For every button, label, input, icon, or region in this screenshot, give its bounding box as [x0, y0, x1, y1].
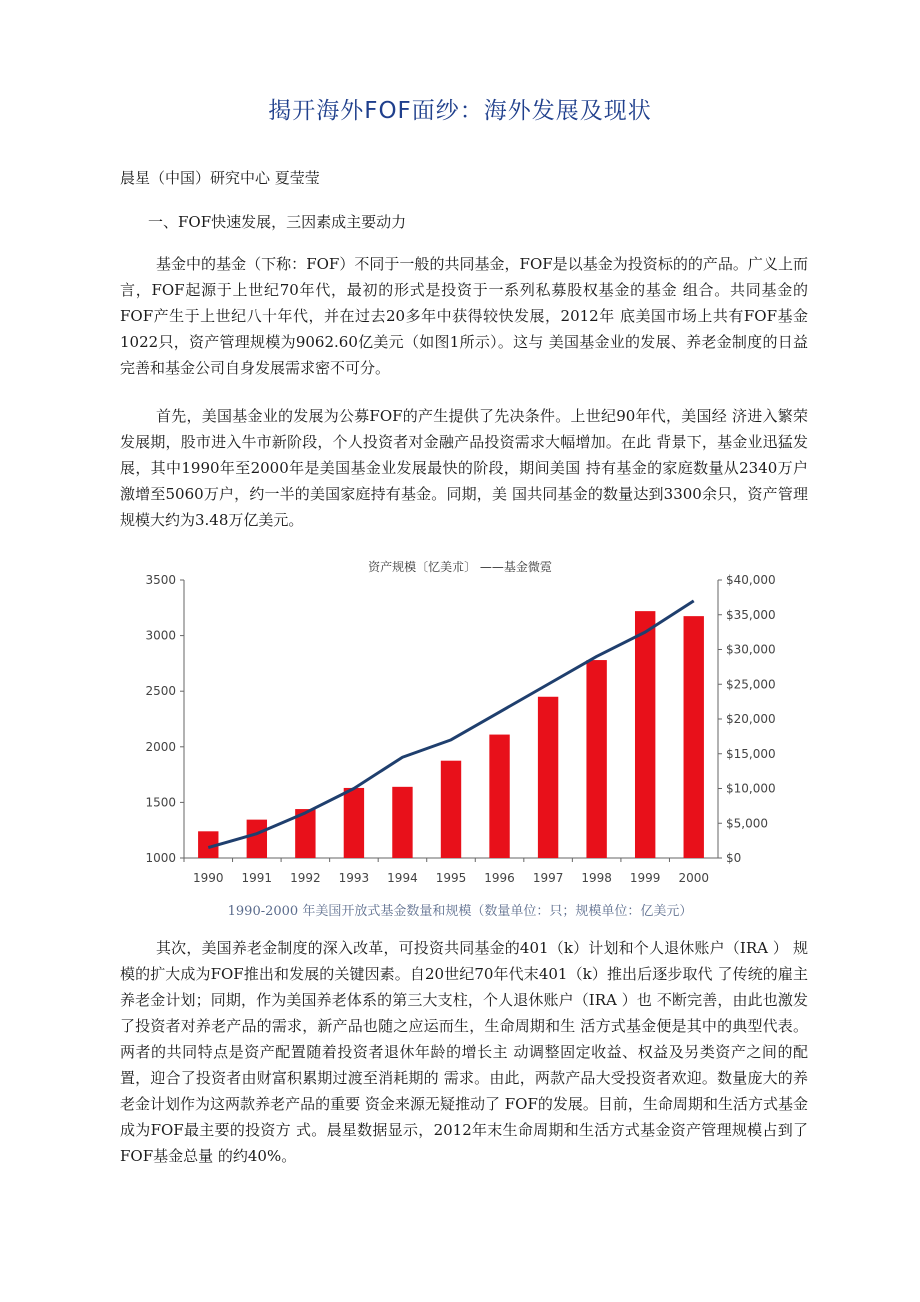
paragraph-1: 基金中的基金（下称：FOF）不同于一般的共同基金，FOF是以基金为投资标的的产品。广义上而言，FOF起源于上世纪70年代，最初的形式是投资于一系列私募股权基金的基金 组合。共同基金的FOF产生于上世纪八十年代，并在过去20多年中获得较快发展，2012年 底美国市场上共有FOF基金1022只，资产管理规模为9062.60亿美元（如图1所示）。这与 美国基金业的发展、养老金制度的日益完善和基金公司自身发展需求密不可分。	[120, 255, 808, 377]
right-tick-label: $15,000	[726, 746, 776, 761]
x-tick-label: 1993	[338, 871, 370, 885]
bar-1999	[635, 611, 655, 858]
bar-1995	[441, 761, 461, 858]
x-tick-label: 2000	[678, 871, 710, 885]
right-tick-label: $35,000	[726, 607, 776, 622]
bar-1996	[489, 735, 509, 858]
x-tick-label: 1995	[435, 871, 467, 885]
x-tick-label: 1999	[629, 871, 661, 885]
chart-title: 资产规模〔忆美朮〕 ——基金微霓	[368, 560, 552, 574]
right-tick-label: $40,000	[726, 573, 776, 587]
bar-1998	[586, 660, 606, 858]
x-tick-label: 1990	[192, 871, 224, 885]
right-tick-label: $30,000	[726, 642, 776, 657]
right-tick-label: $0	[726, 851, 742, 865]
x-tick-label: 1992	[290, 871, 321, 885]
x-tick-label: 1994	[387, 871, 418, 885]
paragraph-3: 其次，美国养老金制度的深入改革，可投资共同基金的401（k）计划和个人退休账户（IRA ） 规模的扩大成为FOF推出和发展的关键因素。自20世纪70年代末401（k）推出后逐步取代 了传统的雇主养老金计划；同期，作为美国养老体系的第三大支柱，个人退休账户（IRA ）也 不断完善，由此也激发了投资者对养老产品的需求，新产品也随之应运而生，生命周期和生 活方式基金便是其中的典型代表。两者的共同特点是资产配置随着投资者退休年龄的增长主 动调整固定收益、权益及另类资产之间的配置，迎合了投资者由财富积累期过渡至消耗期的 需求。由此，两款产品大受投资者欢迎。数量庞大的养老金计划作为这两款养老产品的重要 资金来源无疑推动了 FOF的发展。目前，生命周期和生活方式基金成为FOF最主要的投资方 式。晨星数据显示，2012年末生命周期和生活方式基金资产管理规模占到了 FOF基金总量 的约40%。	[120, 939, 808, 1165]
left-tick-label: 3000	[145, 628, 176, 643]
x-tick-label: 1996	[484, 871, 515, 885]
document-title: 揭开海外FOF面纱：海外发展及现状	[268, 98, 652, 124]
fund-growth-chart	[120, 555, 800, 895]
left-tick-label: 1500	[145, 795, 176, 810]
left-tick-label: 1000	[145, 851, 176, 865]
right-tick-label: $25,000	[726, 677, 776, 692]
x-tick-label: 1997	[532, 871, 564, 885]
left-tick-label: 3500	[145, 573, 176, 587]
x-tick-label: 1998	[581, 871, 612, 885]
chart-svg	[120, 555, 800, 895]
paragraph-2: 首先，美国基金业的发展为公募FOF的产生提供了先决条件。上世纪90年代，美国经 济进入繁荣发展期，股市进入牛市新阶段，个人投资者对金融产品投资需求大幅增加。在此 背景下，基金业迅猛发展，其中1990年至2000年是美国基金业发展最快的阶段，期间美国 持有基金的家庭数量从2340万户激增至5060万户，约一半的美国家庭持有基金。同期，美 国共同基金的数量达到3300余只，资产管理规模大约为3.48万亿美元。	[120, 407, 808, 529]
bar-1997	[538, 697, 558, 858]
left-tick-label: 2500	[145, 684, 176, 699]
bar-1991	[247, 820, 267, 858]
bar-1994	[392, 787, 412, 858]
right-tick-label: $10,000	[726, 781, 776, 796]
right-tick-label: $20,000	[726, 712, 776, 726]
figure-caption: 1990-2000 年美国开放式基金数量和规模（数量单位：只；规模单位：亿美元）	[227, 904, 693, 919]
bar-1993	[344, 788, 364, 858]
left-tick-label: 2000	[145, 739, 176, 754]
bar-2000	[684, 616, 704, 858]
section-heading: 一、FOF快速发展，三因素成主要动力	[148, 213, 407, 231]
right-tick-label: $5,000	[726, 816, 768, 831]
author-line: 晨星（中国）研究中心 夏莹莹	[120, 169, 320, 187]
x-tick-label: 1991	[241, 871, 273, 885]
